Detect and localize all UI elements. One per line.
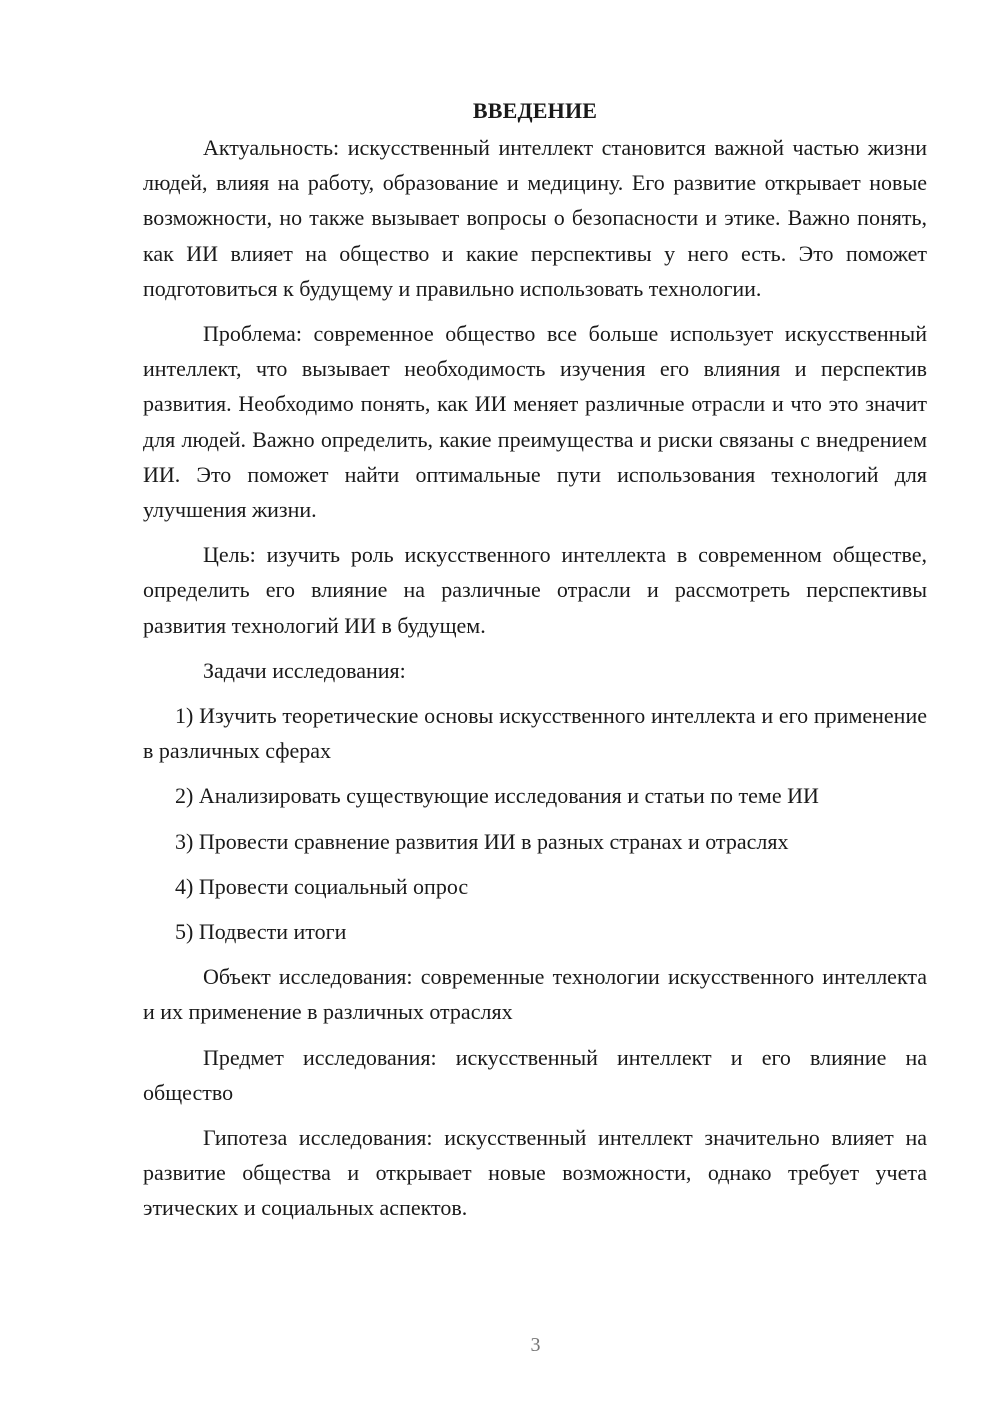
relevance-paragraph: Актуальность: искусственный интеллект становится важной частью жизни людей, влияя на работу, образование и медицину. Его развитие открывает новые возможности, но также вызывает вопросы о безопасности и этике. Важно понять, как ИИ влияет на общество и какие перспективы у него есть. Это поможет подготовиться к будущему и правильно использовать технологии. [143,135,927,301]
tasks-list [143,698,927,949]
document-page [143,96,927,1236]
goal-paragraph: Цель: изучить роль искусственного интеллекта в современном обществе, определить его влияние на различные отрасли и рассмотреть перспективы развития технологий ИИ в будущем. [143,542,927,638]
problem-paragraph: Проблема: современное общество все больше использует искусственный интеллект, что вызывает необходимость изучения его влияния и перспектив развития. Необходимо понять, как ИИ меняет различные отрасли и что это значит для людей. Важно определить, какие преимущества и риски связаны с внедрением ИИ. Это поможет найти оптимальные пути использования технологий для улучшения жизни. [143,321,927,523]
task-item-2: 2) Анализировать существующие исследования и статьи по теме ИИ [175,783,819,809]
page-number: 3 [530,1334,541,1356]
document-title: ВВЕДЕНИЕ [472,98,598,123]
tasks-heading: Задачи исследования: [203,657,406,683]
task-item-1: 1) Изучить теоретические основы искусственного интеллекта и его применение в различных сферах [143,703,927,764]
object-paragraph: Объект исследования: современные технологии искусственного интеллекта и их применение в различных отраслях [143,964,927,1025]
task-item-3: 3) Провести сравнение развития ИИ в разных странах и отраслях [175,828,789,854]
subject-paragraph: Предмет исследования: искусственный интеллект и его влияние на общество [143,1044,927,1105]
hypothesis-paragraph: Гипотеза исследования: искусственный интеллект значительно влияет на развитие общества и открывает новые возможности, однако требует учета этических и социальных аспектов. [143,1125,927,1221]
task-item-5: 5) Подвести итоги [175,919,347,945]
task-item-4: 4) Провести социальный опрос [175,873,469,899]
